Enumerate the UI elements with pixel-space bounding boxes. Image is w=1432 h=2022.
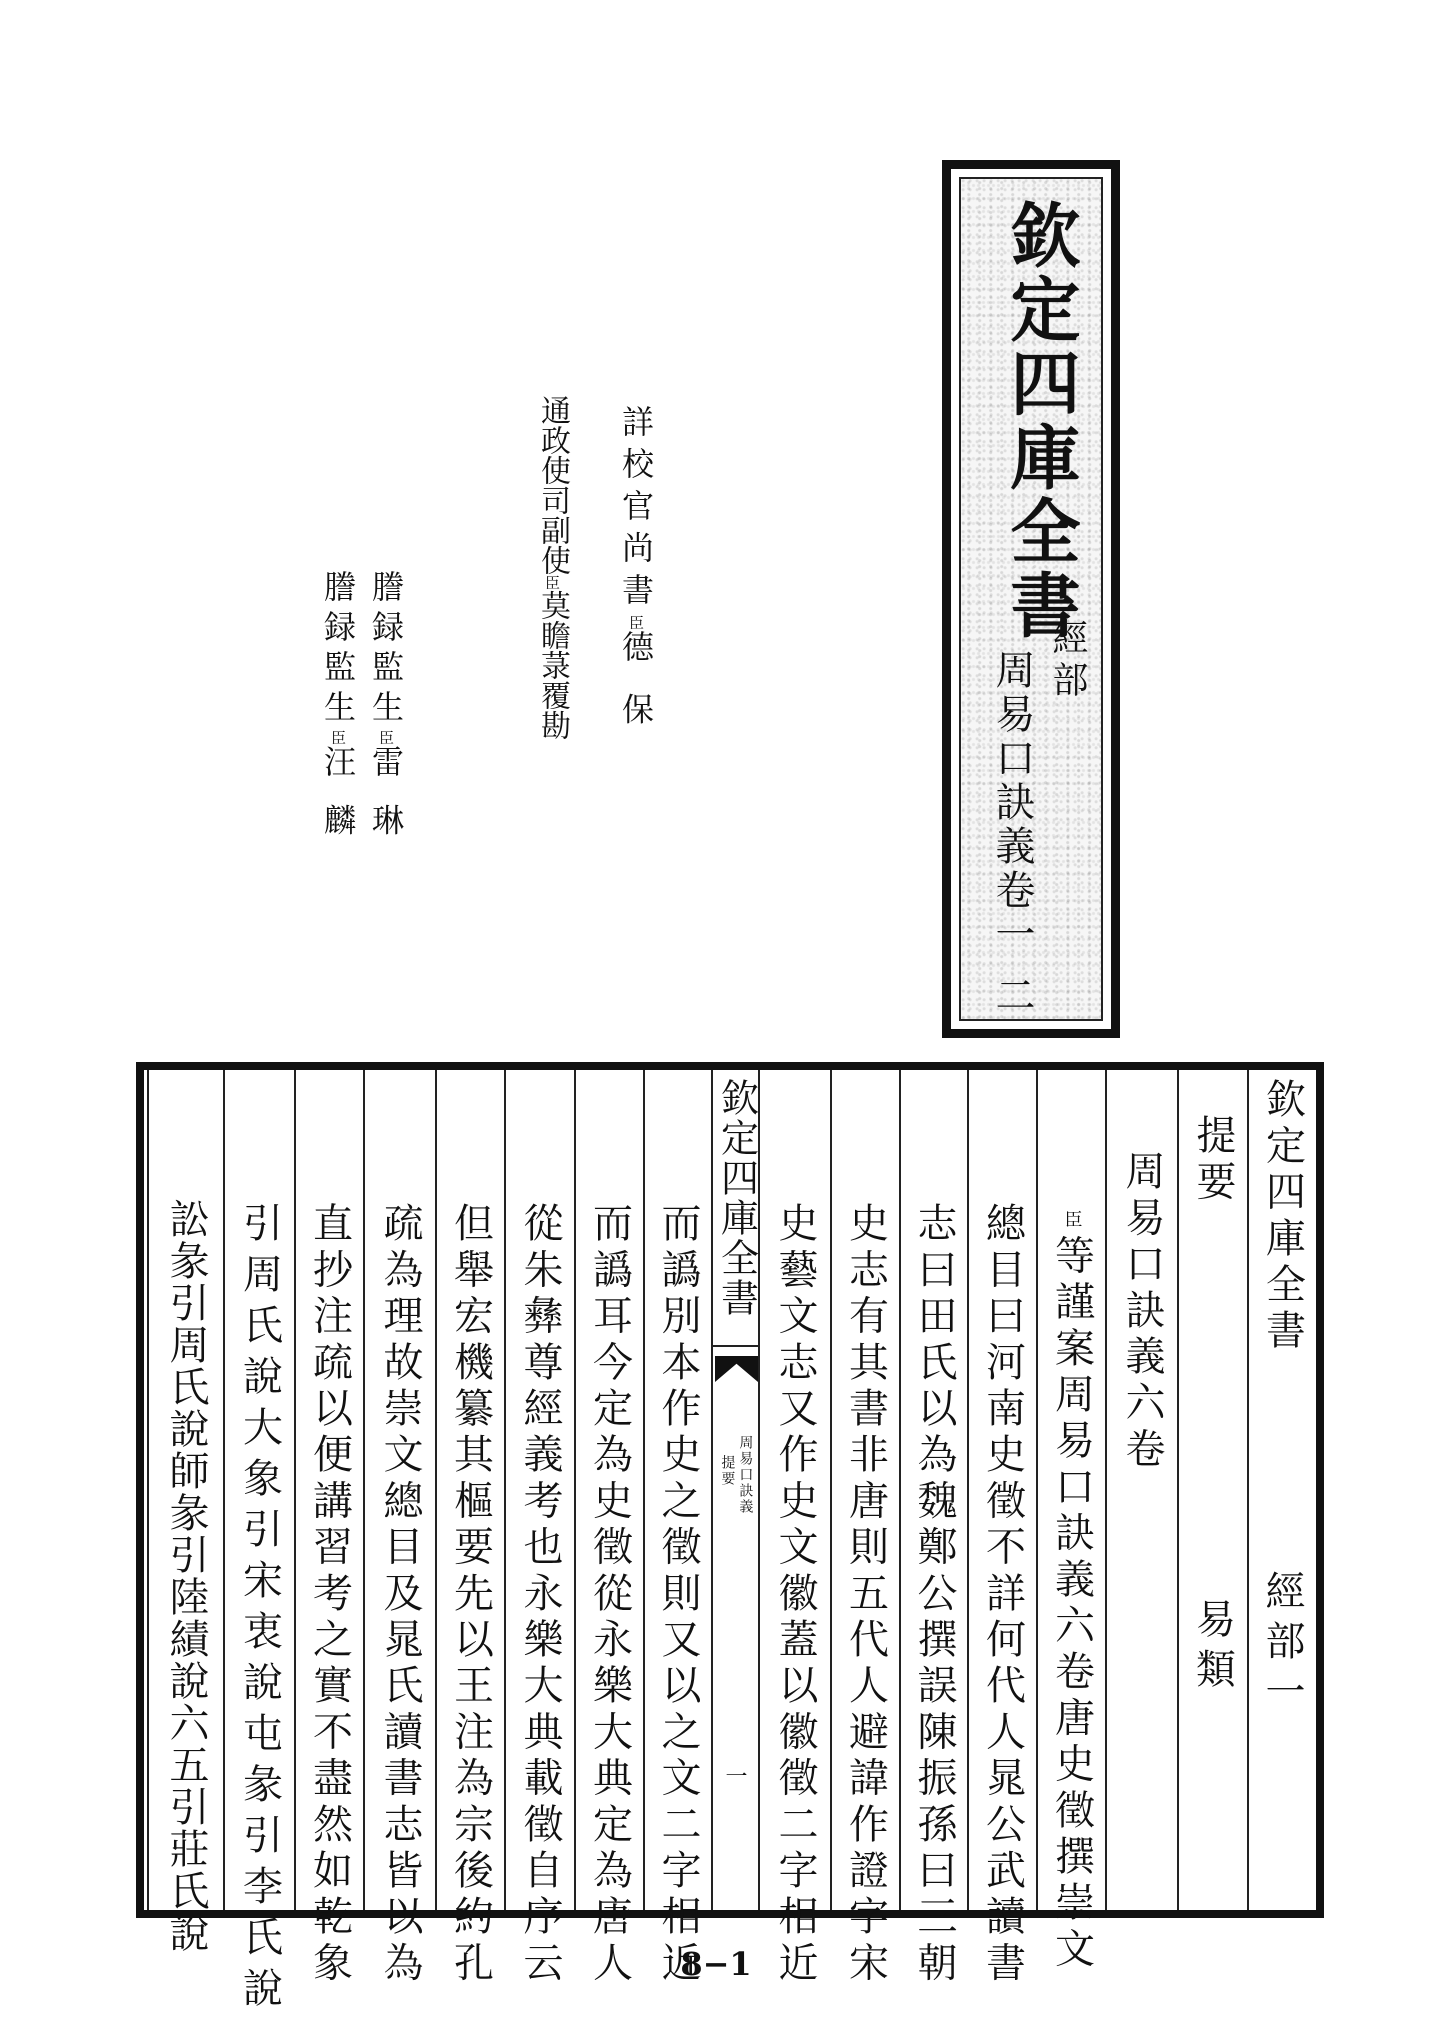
credit-copyist-1	[367, 570, 405, 844]
column-text: 志曰田氏以為魏鄭公撰誤陳振孫曰三朝	[911, 1202, 957, 1988]
slip-section: 經部	[1047, 619, 1088, 703]
column-text: 直抄注疏以便講習考之實不盡然如乾象	[306, 1202, 353, 1988]
column-body	[758, 1070, 830, 1988]
column-text: 而譌耳今定為史徵從永樂大典定為唐人	[586, 1202, 633, 1988]
column-text: 周易口訣義六卷	[1119, 1150, 1165, 1474]
column-body-text: 等謹案周易口訣義六卷唐史徵撰崇文	[1048, 1234, 1095, 1974]
page-number: 8−1	[680, 1945, 752, 1983]
column-header	[1247, 1070, 1316, 1910]
column-body	[147, 1070, 223, 1954]
column-text: 史藝文志又作史文徽蓋以徽徵二字相近	[772, 1202, 818, 1988]
column-text	[1048, 1210, 1095, 1974]
column-body	[643, 1070, 711, 1988]
chen-mark: 臣	[1061, 1210, 1083, 1235]
column-body	[899, 1070, 967, 1988]
band-section: 提要	[719, 1455, 736, 1487]
credit-chen: 臣	[377, 730, 395, 745]
column-body	[435, 1070, 504, 1988]
column-text: 但舉宏機纂其樞要先以王注為宗後約孔	[447, 1202, 494, 1988]
column-text: 總目曰河南史徵不詳何代人晁公武讀書	[979, 1202, 1026, 1988]
credit-name: 汪 麟	[319, 745, 357, 844]
credit-rechecker	[535, 395, 570, 740]
credit-name: 莫瞻菉覆勘	[535, 590, 570, 740]
title-slip-inner	[959, 177, 1103, 1021]
column-body	[294, 1070, 363, 1988]
column-book-title	[1105, 1070, 1177, 1910]
band-leaf-number: 一	[725, 1765, 748, 1790]
column-body	[574, 1070, 643, 1988]
credit-copyist-2	[319, 570, 357, 844]
column-body	[504, 1070, 574, 1988]
column-tail: 易類	[1189, 1598, 1236, 1698]
column-text: 疏為理故崇文總目及晁氏讀書志皆以為	[377, 1202, 423, 1988]
column-body	[363, 1070, 435, 1988]
column-text: 欽定四庫全書	[1259, 1078, 1306, 1356]
credit-name: 雷 琳	[367, 745, 405, 844]
credit-reviewer	[617, 405, 655, 735]
column-text: 訟彖引周氏說師彖引陸績說六五引莊氏說	[163, 1198, 209, 1954]
credit-name: 德 保	[617, 630, 655, 735]
column-body	[223, 1070, 294, 2018]
credit-chen: 臣	[543, 575, 561, 590]
column-tail: 經部一	[1259, 1570, 1305, 1720]
column-body	[830, 1070, 899, 1988]
column-text: 提要	[1190, 1114, 1236, 1207]
column-text: 從朱彝尊經義考也永樂大典載徵自序云	[517, 1202, 563, 1988]
band-book: 周易口訣義	[737, 1435, 754, 1515]
center-band	[711, 1070, 760, 1910]
column-text: 引周氏說大象引宋衷說屯彖引李氏說	[236, 1202, 283, 2018]
column-text: 史志有其書非唐則五代人避諱作證字宋	[842, 1202, 889, 1988]
column-body	[967, 1070, 1036, 1988]
column-tiyao	[1177, 1070, 1247, 1910]
credit-role: 謄録監生	[367, 570, 405, 730]
fishtail-mark-icon	[715, 1356, 758, 1382]
slip-title: 欽定四庫全書	[999, 199, 1082, 643]
credit-role: 通政使司副使	[535, 395, 570, 575]
credit-chen: 臣	[627, 615, 645, 630]
credit-chen: 臣	[329, 730, 347, 745]
column-body	[1036, 1070, 1105, 1974]
band-divider	[713, 1345, 760, 1347]
column-text: 而譌別本作史之徵則又以之文二字相近	[655, 1202, 701, 1988]
credit-role: 謄録監生	[319, 570, 357, 730]
slip-volume: 周易口訣義卷一 二	[989, 649, 1035, 1018]
band-title: 欽定四庫全書	[714, 1078, 759, 1318]
title-slip	[942, 160, 1120, 1038]
credit-role: 詳校官尚書	[617, 405, 655, 615]
